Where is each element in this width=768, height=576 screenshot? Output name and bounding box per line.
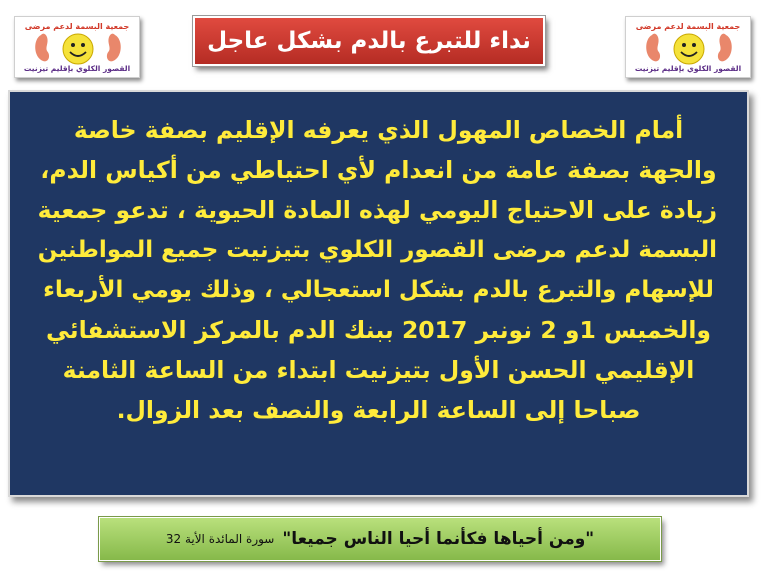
association-logo-left (14, 16, 140, 78)
logo-art (626, 17, 750, 77)
announcement-text (37, 110, 717, 430)
quote-banner (99, 517, 661, 561)
announcement-line: والخميس 1و 2 نونبر 2017 ببنك الدم بالمركز الاستشفائي (46, 316, 711, 344)
announcement-line: صباحا إلى الساعة الرابعة والنصف بعد الزوال. (116, 396, 641, 424)
announcement-line: زيادة على الاحتياج اليومي لهذه المادة الحيوية ، تدعو جمعية (37, 196, 717, 224)
announcement-line: والجهة بصفة عامة من انعدام لأي احتياطي من أكياس الدم، (40, 156, 717, 184)
title-banner (193, 16, 545, 66)
quote-text: "ومن أحياها فكأنما أحيا الناس جميعا" (282, 529, 595, 549)
announcement-line: أمام الخصاص المهول الذي يعرفه الإقليم بصفة خاصة (73, 116, 684, 144)
logo-top-text: جمعية البسمة لدعم مرضى (24, 22, 130, 31)
quote-reference: سورة المائدة الأية 32 (165, 532, 275, 546)
page-title: نداء للتبرع بالدم بشكل عاجل (207, 28, 531, 54)
announcement-line: للإسهام والتبرع بالدم بشكل استعجالي ، وذلك يومي الأربعاء (43, 277, 714, 303)
logo-bottom-text: القصور الكلوي بإقليم تيزنيت (634, 64, 742, 73)
announcement-line: البسمة لدعم مرضى القصور الكلوي بتيزنيت جميع المواطنين (37, 237, 717, 263)
logo-bottom-text: القصور الكلوي بإقليم تيزنيت (23, 64, 131, 73)
logo-art (15, 17, 139, 77)
logo-top-text: جمعية البسمة لدعم مرضى (635, 22, 741, 31)
announcement-line: الإقليمي الحسن الأول بتيزنيت ابتداء من الساعة الثامنة (62, 356, 695, 384)
announcement-panel (8, 90, 749, 497)
association-logo-right (625, 16, 751, 78)
